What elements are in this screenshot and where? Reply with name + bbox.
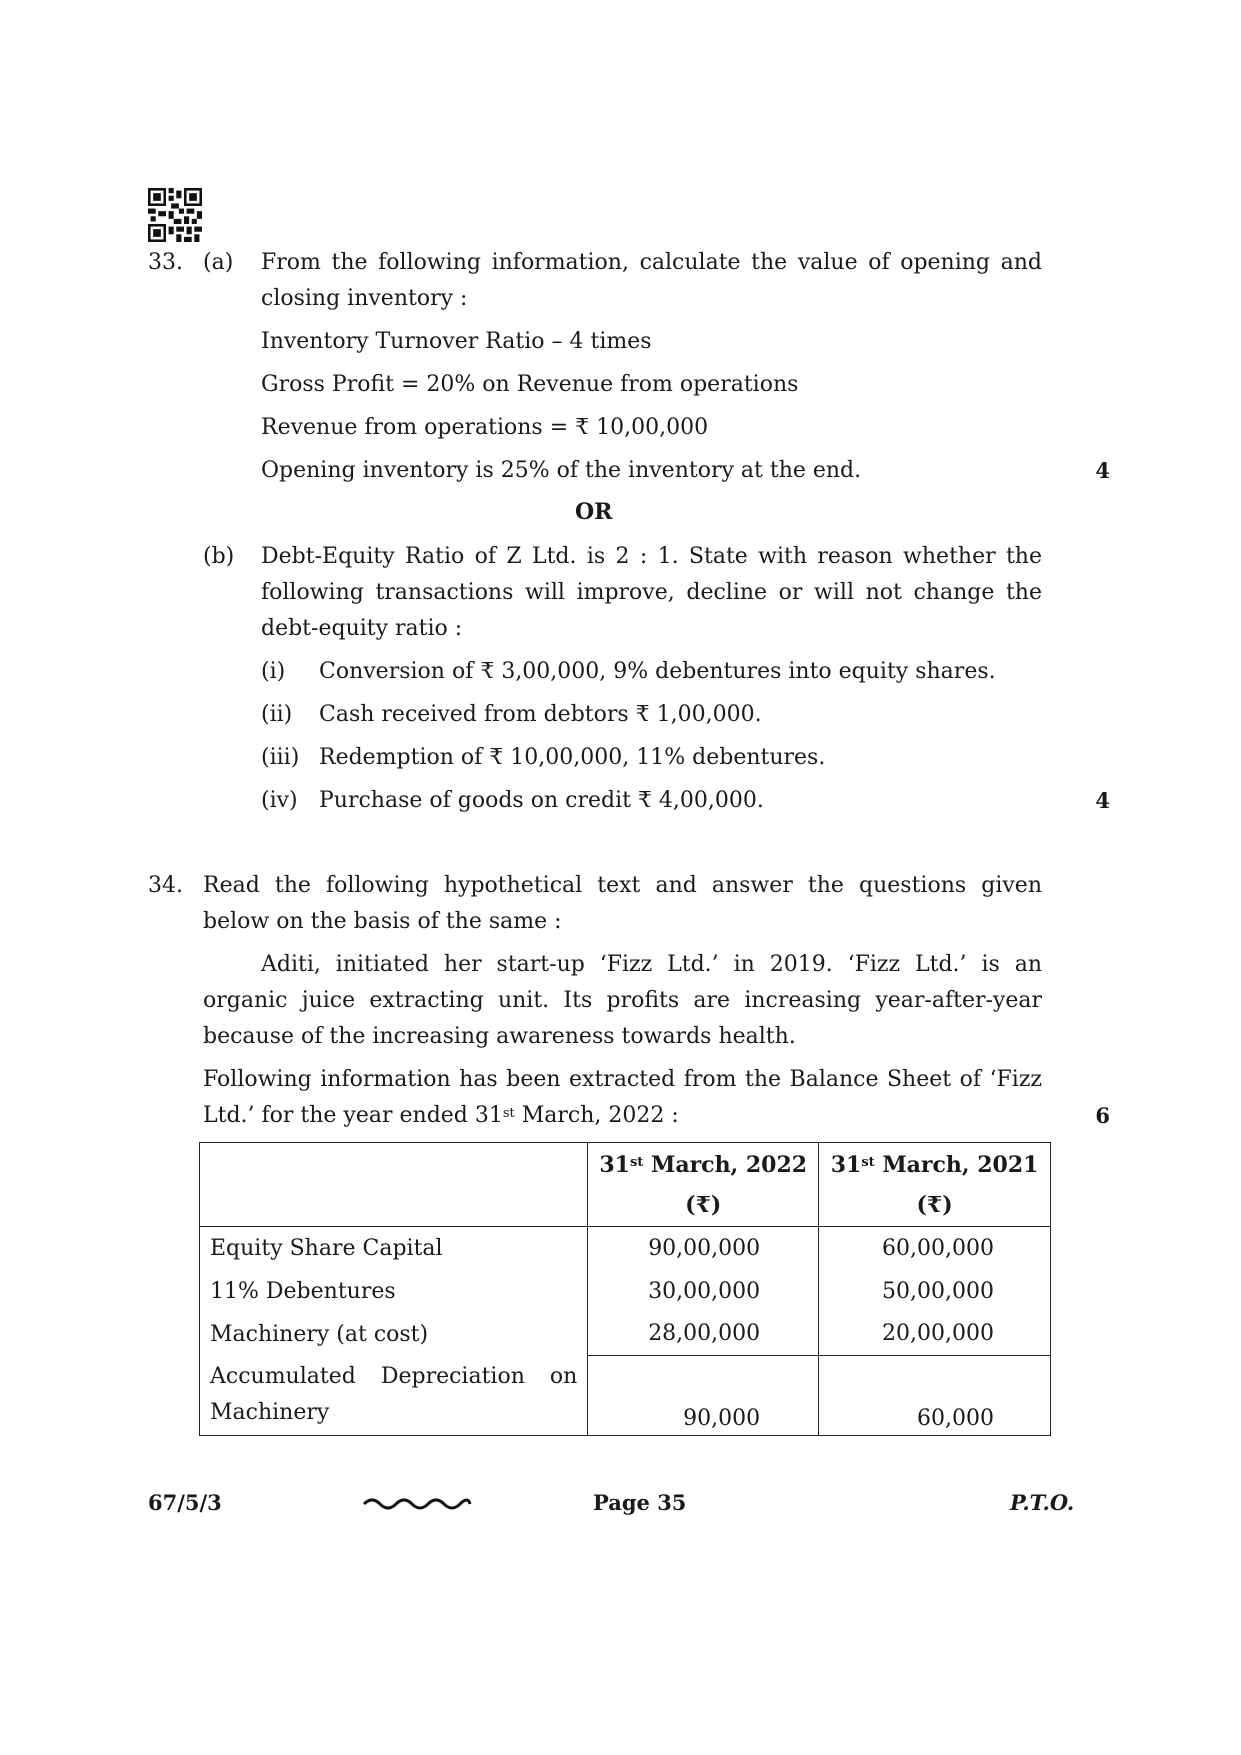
q34-para2-line1: Following information has been extracted from the Balance Sheet of ‘Fizz — [203, 1067, 1042, 1092]
page-number: Page 35 — [593, 1490, 687, 1515]
row-value-2022: 28,00,000 — [588, 1313, 819, 1356]
table-row — [200, 1356, 1051, 1436]
table-row — [200, 1227, 1051, 1270]
q33-b-intro-line3: debt-equity ratio : — [261, 616, 463, 641]
paper-code: 67/5/3 — [148, 1490, 222, 1515]
q33-a-item: Gross Profit = 20% on Revenue from operations — [261, 372, 799, 397]
row-label: Accumulated Depreciation on Machinery — [200, 1356, 588, 1436]
table-header-row — [200, 1143, 1051, 1227]
wave-ornament — [362, 1494, 472, 1516]
q33-b-item-text: Cash received from debtors ₹ 1,00,000. — [319, 702, 762, 727]
q33-part-b-label: (b) — [203, 544, 235, 569]
row-value-2021: 50,00,000 — [819, 1270, 1051, 1313]
row-label: Equity Share Capital — [200, 1227, 588, 1270]
q33-b-item-text: Redemption of ₹ 10,00,000, 11% debentures. — [319, 745, 826, 770]
pto-label: P.T.O. — [1010, 1490, 1075, 1515]
q33-a-item: Revenue from operations = ₹ 10,00,000 — [261, 415, 709, 440]
row-value-2021: 20,00,000 — [819, 1313, 1051, 1356]
header-2021: 31st March, 2021 (₹) — [819, 1143, 1051, 1227]
q33-b-item-label: (iii) — [261, 745, 300, 770]
q33-b-marks: 4 — [1095, 788, 1110, 813]
row-value-2022: 90,000 — [588, 1356, 819, 1436]
header-blank — [200, 1143, 588, 1227]
q34-para2-line2: Ltd.’ for the year ended 31st March, 2022 : — [203, 1103, 679, 1128]
q34-number: 34. — [148, 873, 183, 898]
qr-code — [148, 188, 202, 242]
balance-sheet-table — [199, 1142, 1051, 1436]
q34-para1-line3: because of the increasing awareness towards health. — [203, 1024, 796, 1049]
q33-a-intro-line1: From the following information, calculate the value of opening and — [261, 250, 1042, 275]
q33-a-intro-line2: closing inventory : — [261, 286, 468, 311]
q33-b-intro-line1: Debt-Equity Ratio of Z Ltd. is 2 : 1. State with reason whether the — [261, 544, 1042, 569]
q33-number: 33. — [148, 250, 183, 275]
q34-marks: 6 — [1095, 1103, 1110, 1128]
q34-para1-line2: organic juice extracting unit. Its profits are increasing year-after-year — [203, 988, 1042, 1013]
row-value-2021: 60,00,000 — [819, 1227, 1051, 1270]
row-label: Machinery (at cost) — [200, 1313, 588, 1356]
row-value-2021: 60,000 — [819, 1356, 1051, 1436]
q33-b-item-text: Purchase of goods on credit ₹ 4,00,000. — [319, 788, 764, 813]
row-label: 11% Debentures — [200, 1270, 588, 1313]
q34-intro-line2: below on the basis of the same : — [203, 909, 562, 934]
q33-b-item-label: (ii) — [261, 702, 293, 727]
q33-a-item: Opening inventory is 25% of the inventory at the end. — [261, 458, 862, 483]
table-row — [200, 1270, 1051, 1313]
or-separator: OR — [575, 499, 613, 525]
table-row — [200, 1313, 1051, 1356]
q33-b-item-label: (i) — [261, 659, 286, 684]
row-value-2022: 30,00,000 — [588, 1270, 819, 1313]
q33-a-marks: 4 — [1095, 458, 1110, 483]
q33-b-item-label: (iv) — [261, 788, 298, 813]
q33-b-intro-line2: following transactions will improve, decline or will not change the — [261, 580, 1042, 605]
row-value-2022: 90,00,000 — [588, 1227, 819, 1270]
q33-part-a-label: (a) — [203, 250, 234, 275]
q33-a-item: Inventory Turnover Ratio – 4 times — [261, 329, 652, 354]
q33-b-item-text: Conversion of ₹ 3,00,000, 9% debentures into equity shares. — [319, 659, 996, 684]
q34-intro-line1: Read the following hypothetical text and answer the questions given — [203, 873, 1042, 898]
q34-para1-line1: Aditi, initiated her start-up ‘Fizz Ltd.’ in 2019. ‘Fizz Ltd.’ is an — [261, 952, 1042, 977]
header-2022: 31st March, 2022 (₹) — [588, 1143, 819, 1227]
